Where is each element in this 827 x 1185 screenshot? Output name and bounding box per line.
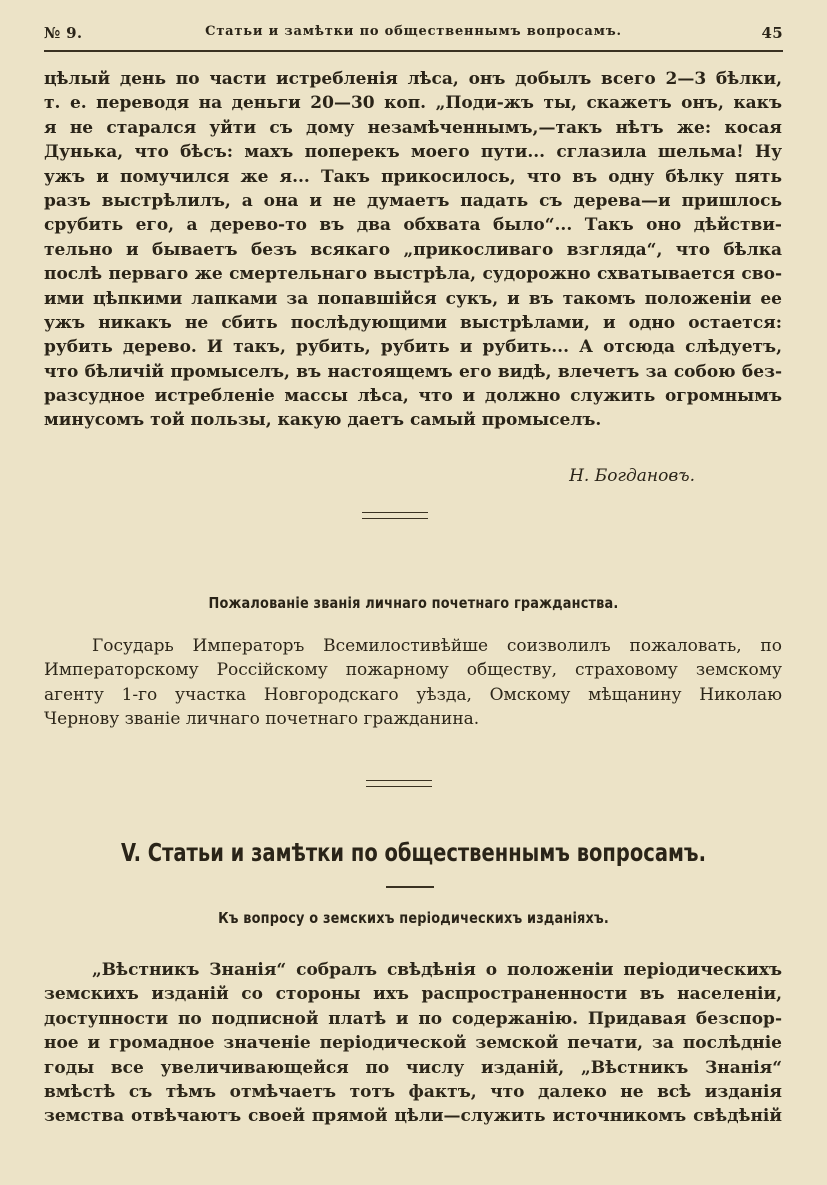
text-line: годы все увеличивающейся по числу изданій, „Вѣстникъ Знанія“: [44, 1057, 782, 1078]
divider: [386, 886, 434, 888]
text-line: цѣлый день по части истребленія лѣса, онъ добылъ всего 2—3 бѣлки,: [44, 69, 782, 89]
text-line: что бѣличій промыселъ, въ настоящемъ его видѣ, влечетъ за собою без-: [44, 361, 782, 382]
article-heading: Къ вопросу о земскихъ періодическихъ изданіяхъ.: [218, 909, 609, 927]
divider: [366, 780, 432, 787]
text-line: я не старался уйти съ дому незамѣченнымъ,—такъ нѣтъ же: косая: [44, 117, 782, 138]
text-line: т. е. переводя на деньги 20—30 коп. „Поди-жъ ты, скажетъ онъ, какъ: [44, 93, 782, 114]
text-line: земскихъ изданій со стороны ихъ распространенности въ населеніи,: [44, 984, 782, 1005]
text-line: ими цѣпкими лапками за попавшійся сукъ, и въ такомъ положеніи ее: [44, 288, 782, 309]
text-line: вмѣстѣ съ тѣмъ отмѣчаетъ тотъ фактъ, что далеко не всѣ изданія: [44, 1081, 782, 1102]
text-line: минусомъ той пользы, какую даетъ самый промыселъ.: [44, 410, 602, 431]
page-number: 45: [761, 24, 783, 42]
text-line: доступности по подписной платѣ и по содержанію. Придавая безспор-: [44, 1008, 782, 1029]
text-line: ужъ никакъ не сбить послѣдующими выстрѣлами, и одно остается:: [44, 312, 782, 333]
section-heading: Пожалованіе званія личнаго почетнаго гражданства.: [208, 594, 619, 612]
author-signature: Н. Богдановъ.: [569, 466, 695, 486]
text-line: тельно и бываетъ безъ всякаго „прикосливаго взгляда“, что бѣлка: [44, 239, 782, 260]
text-line: ужъ и помучился же я... Такъ прикосилось, что въ одну бѣлку пять: [44, 166, 782, 187]
text-line: агенту 1-го участка Новгородскаго уѣзда, Омскому мѣщанину Николаю: [44, 684, 782, 705]
text-line: послѣ перваго же смертельнаго выстрѣла, судорожно схватывается сво-: [44, 264, 782, 285]
text-line: Дунька, что бѣсъ: махъ поперекъ моего пути... сглазила шельма! Ну: [44, 142, 782, 163]
article-paragraph: [44, 958, 782, 1129]
text-line: рубить дерево. И такъ, рубить, рубить и рубить... А отсюда слѣдуетъ,: [44, 337, 782, 358]
issue-number: № 9.: [44, 24, 83, 42]
divider: [362, 512, 428, 519]
chapter-heading: V. Статьи и замѣтки по общественнымъ вопросамъ.: [121, 838, 706, 867]
text-line: Государь Императоръ Всемилостивѣйше соизволилъ пожаловать, по: [92, 636, 782, 656]
running-title: Статьи и замѣтки по общественнымъ вопросамъ.: [205, 24, 622, 39]
article-paragraph: [44, 67, 782, 433]
text-line: „Вѣстникъ Знанія“ собралъ свѣдѣнія о положеніи періодическихъ: [92, 960, 782, 980]
text-line: Императорскому Россійскому пожарному обществу, страховому земскому: [44, 660, 782, 681]
text-line: разсудное истребленіе массы лѣса, что и должно служить огромнымъ: [44, 386, 782, 407]
announcement-paragraph: [44, 634, 782, 732]
text-line: разъ выстрѣлилъ, а она и не думаетъ падать съ дерева—и пришлось: [44, 190, 782, 211]
text-line: срубить его, а дерево-то въ два обхвата было“... Такъ оно дѣйстви-: [44, 215, 782, 236]
text-line: Чернову званіе личнаго почетнаго гражданина.: [44, 709, 480, 730]
text-line: ное и громадное значеніе періодической земской печати, за послѣдніе: [44, 1033, 782, 1054]
text-line: земства отвѣчаютъ своей прямой цѣли—служить источникомъ свѣдѣній: [44, 1106, 782, 1127]
running-header: [44, 22, 783, 52]
